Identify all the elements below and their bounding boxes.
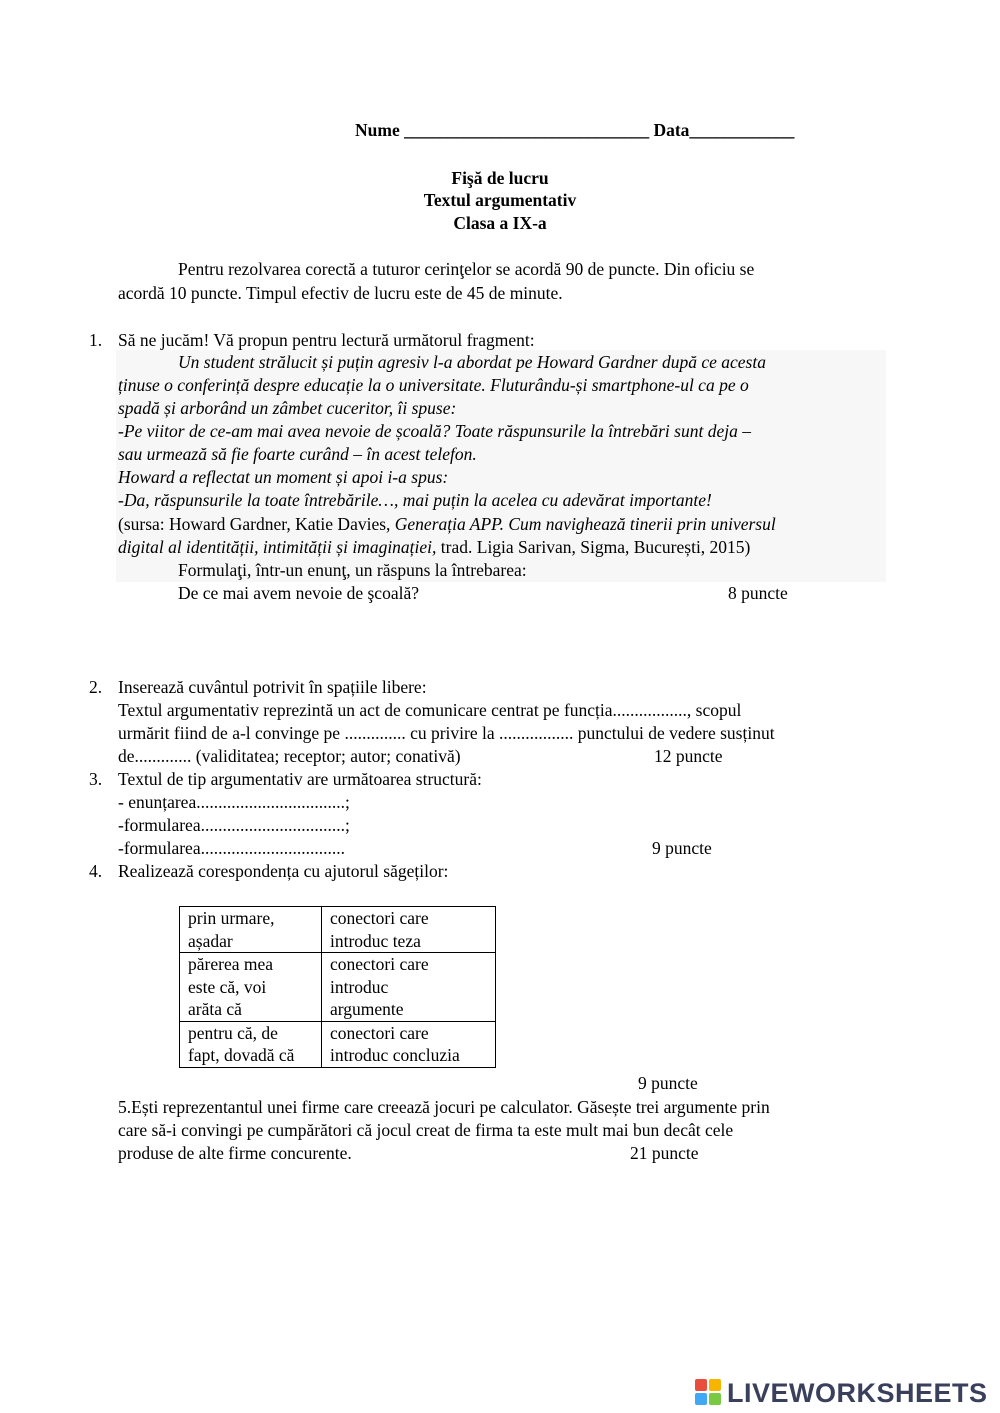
q2-line-2: urmărit fiind de a-l convinge pe .............. cu privire la ................. punctului de vedere susținut [118,723,775,743]
q1-task: Formulaţi, într-un enunţ, un răspuns la întrebarea: [178,560,527,580]
quote-line: Un student strălucit și puțin agresiv l-a abordat pe Howard Gardner după ce acesta [178,352,766,372]
table-cell-right[interactable] [322,907,496,953]
cell-line: conectori care [330,954,429,974]
q5-line-1: 5.Ești reprezentantul unei firme care creează jocuri pe calculator. Găsește trei argumente prin [118,1097,770,1117]
cell-line: arăta că [188,999,242,1019]
q5-line-2: care să-i convingi pe cumpărători că jocul creat de firma ta este mult mai bun decât cele [118,1120,734,1140]
cell-line: pentru că, de [188,1022,278,1043]
q1-prompt: Să ne jucăm! Vă propun pentru lectură următorul fragment: [118,330,535,350]
cell-line: introduc [330,976,389,997]
cell-line: introduc concluzia [330,1045,460,1065]
q2-points: 12 puncte [654,746,723,766]
q1-number: 1. [89,330,103,350]
q2-line-3: de............. (validitatea; receptor; autor; conativă) [118,746,461,766]
table-row [180,1021,496,1067]
liveworksheets-logo-text: LIVEWORKSHEETS [727,1377,988,1408]
source-suffix: trad. Ligia Sarivan, Sigma, București, 2015) [436,537,751,557]
q4-points: 9 puncte [638,1073,698,1093]
table-cell-left[interactable] [180,907,322,953]
cell-line: părerea mea [188,954,273,974]
cell-line: prin urmare, [188,908,275,928]
quote-line: ținuse o conferință despre educație la o universitate. Fluturându-și smartphone-ul ca pe o [118,375,749,395]
liveworksheets-logo-icon [695,1379,723,1407]
quote-line: Howard a reflectat un moment și apoi i-a spus: [118,467,449,487]
cell-line: fapt, dovadă că [188,1045,295,1065]
worksheet-subtitle: Textul argumentativ [423,190,577,210]
q3-number: 3. [89,769,103,789]
q3-item: - enunțarea..................................; [118,792,350,812]
cell-line: introduc teza [330,930,421,951]
source-title: digital al identității, intimității și imaginației, [118,537,437,557]
q5-line-3: produse de alte firme concurente. [118,1143,352,1163]
q4-prompt: Realizează corespondența cu ajutorul săgeților: [118,861,449,881]
q2-prompt: Inserează cuvântul potrivit în spațiile libere: [118,677,427,697]
q5-points: 21 puncte [630,1143,699,1163]
q4-number: 4. [89,861,103,881]
cell-line: argumente [330,999,404,1019]
table-cell-right[interactable] [322,953,496,1022]
matching-table [179,906,496,1068]
intro-line-2: acordă 10 puncte. Timpul efectiv de lucru este de 45 de minute. [118,283,563,303]
liveworksheets-logo [695,1376,988,1410]
q3-item: -formularea.................................; [118,815,350,835]
q3-prompt: Textul de tip argumentativ are următoarea structură: [118,769,482,789]
q2-line-1: Textul argumentativ reprezintă un act de comunicare centrat pe funcția................., scopul [118,700,742,720]
cell-line: conectori care [330,908,429,928]
cell-line: conectori care [330,1022,429,1043]
table-row [180,953,496,1022]
quote-line: spadă și arborând un zâmbet cuceritor, îi spuse: [118,398,457,418]
source-prefix: (sursa: Howard Gardner, Katie Davies, [118,514,395,534]
table-row [180,907,496,953]
intro-line-1: Pentru rezolvarea corectă a tuturor cerinţelor se acordă 90 de puncte. Din oficiu se [178,259,755,279]
cell-line: este că, voi [188,976,267,997]
worksheet-title: Fişă de lucru [451,168,549,188]
quote-line: -Da, răspunsurile la toate întrebările…, mai puțin la acelea cu adevărat importante! [118,490,712,510]
worksheet-class: Clasa a IX-a [453,213,547,233]
q1-question: De ce mai avem nevoie de şcoală? [178,583,419,603]
q3-points: 9 puncte [652,838,712,858]
q2-number: 2. [89,677,103,697]
q1-points: 8 puncte [728,583,788,603]
source-title: Generația APP. Cum navighează tinerii prin universul [394,514,776,534]
table-cell-left[interactable] [180,1021,322,1067]
table-cell-right[interactable] [322,1021,496,1067]
quote-source-line-1 [118,513,776,536]
cell-line: așadar [188,930,233,951]
name-date-line: Nume ____________________________ Data____________ [355,120,795,140]
q3-item: -formularea................................. [118,838,345,858]
quote-line: sau urmează să fie foarte curând – în acest telefon. [118,444,477,464]
quote-line: -Pe viitor de ce-am mai avea nevoie de școală? Toate răspunsurile la întrebări sunt deja – [118,421,751,441]
table-cell-left[interactable] [180,953,322,1022]
quote-source-line-2 [118,536,750,559]
